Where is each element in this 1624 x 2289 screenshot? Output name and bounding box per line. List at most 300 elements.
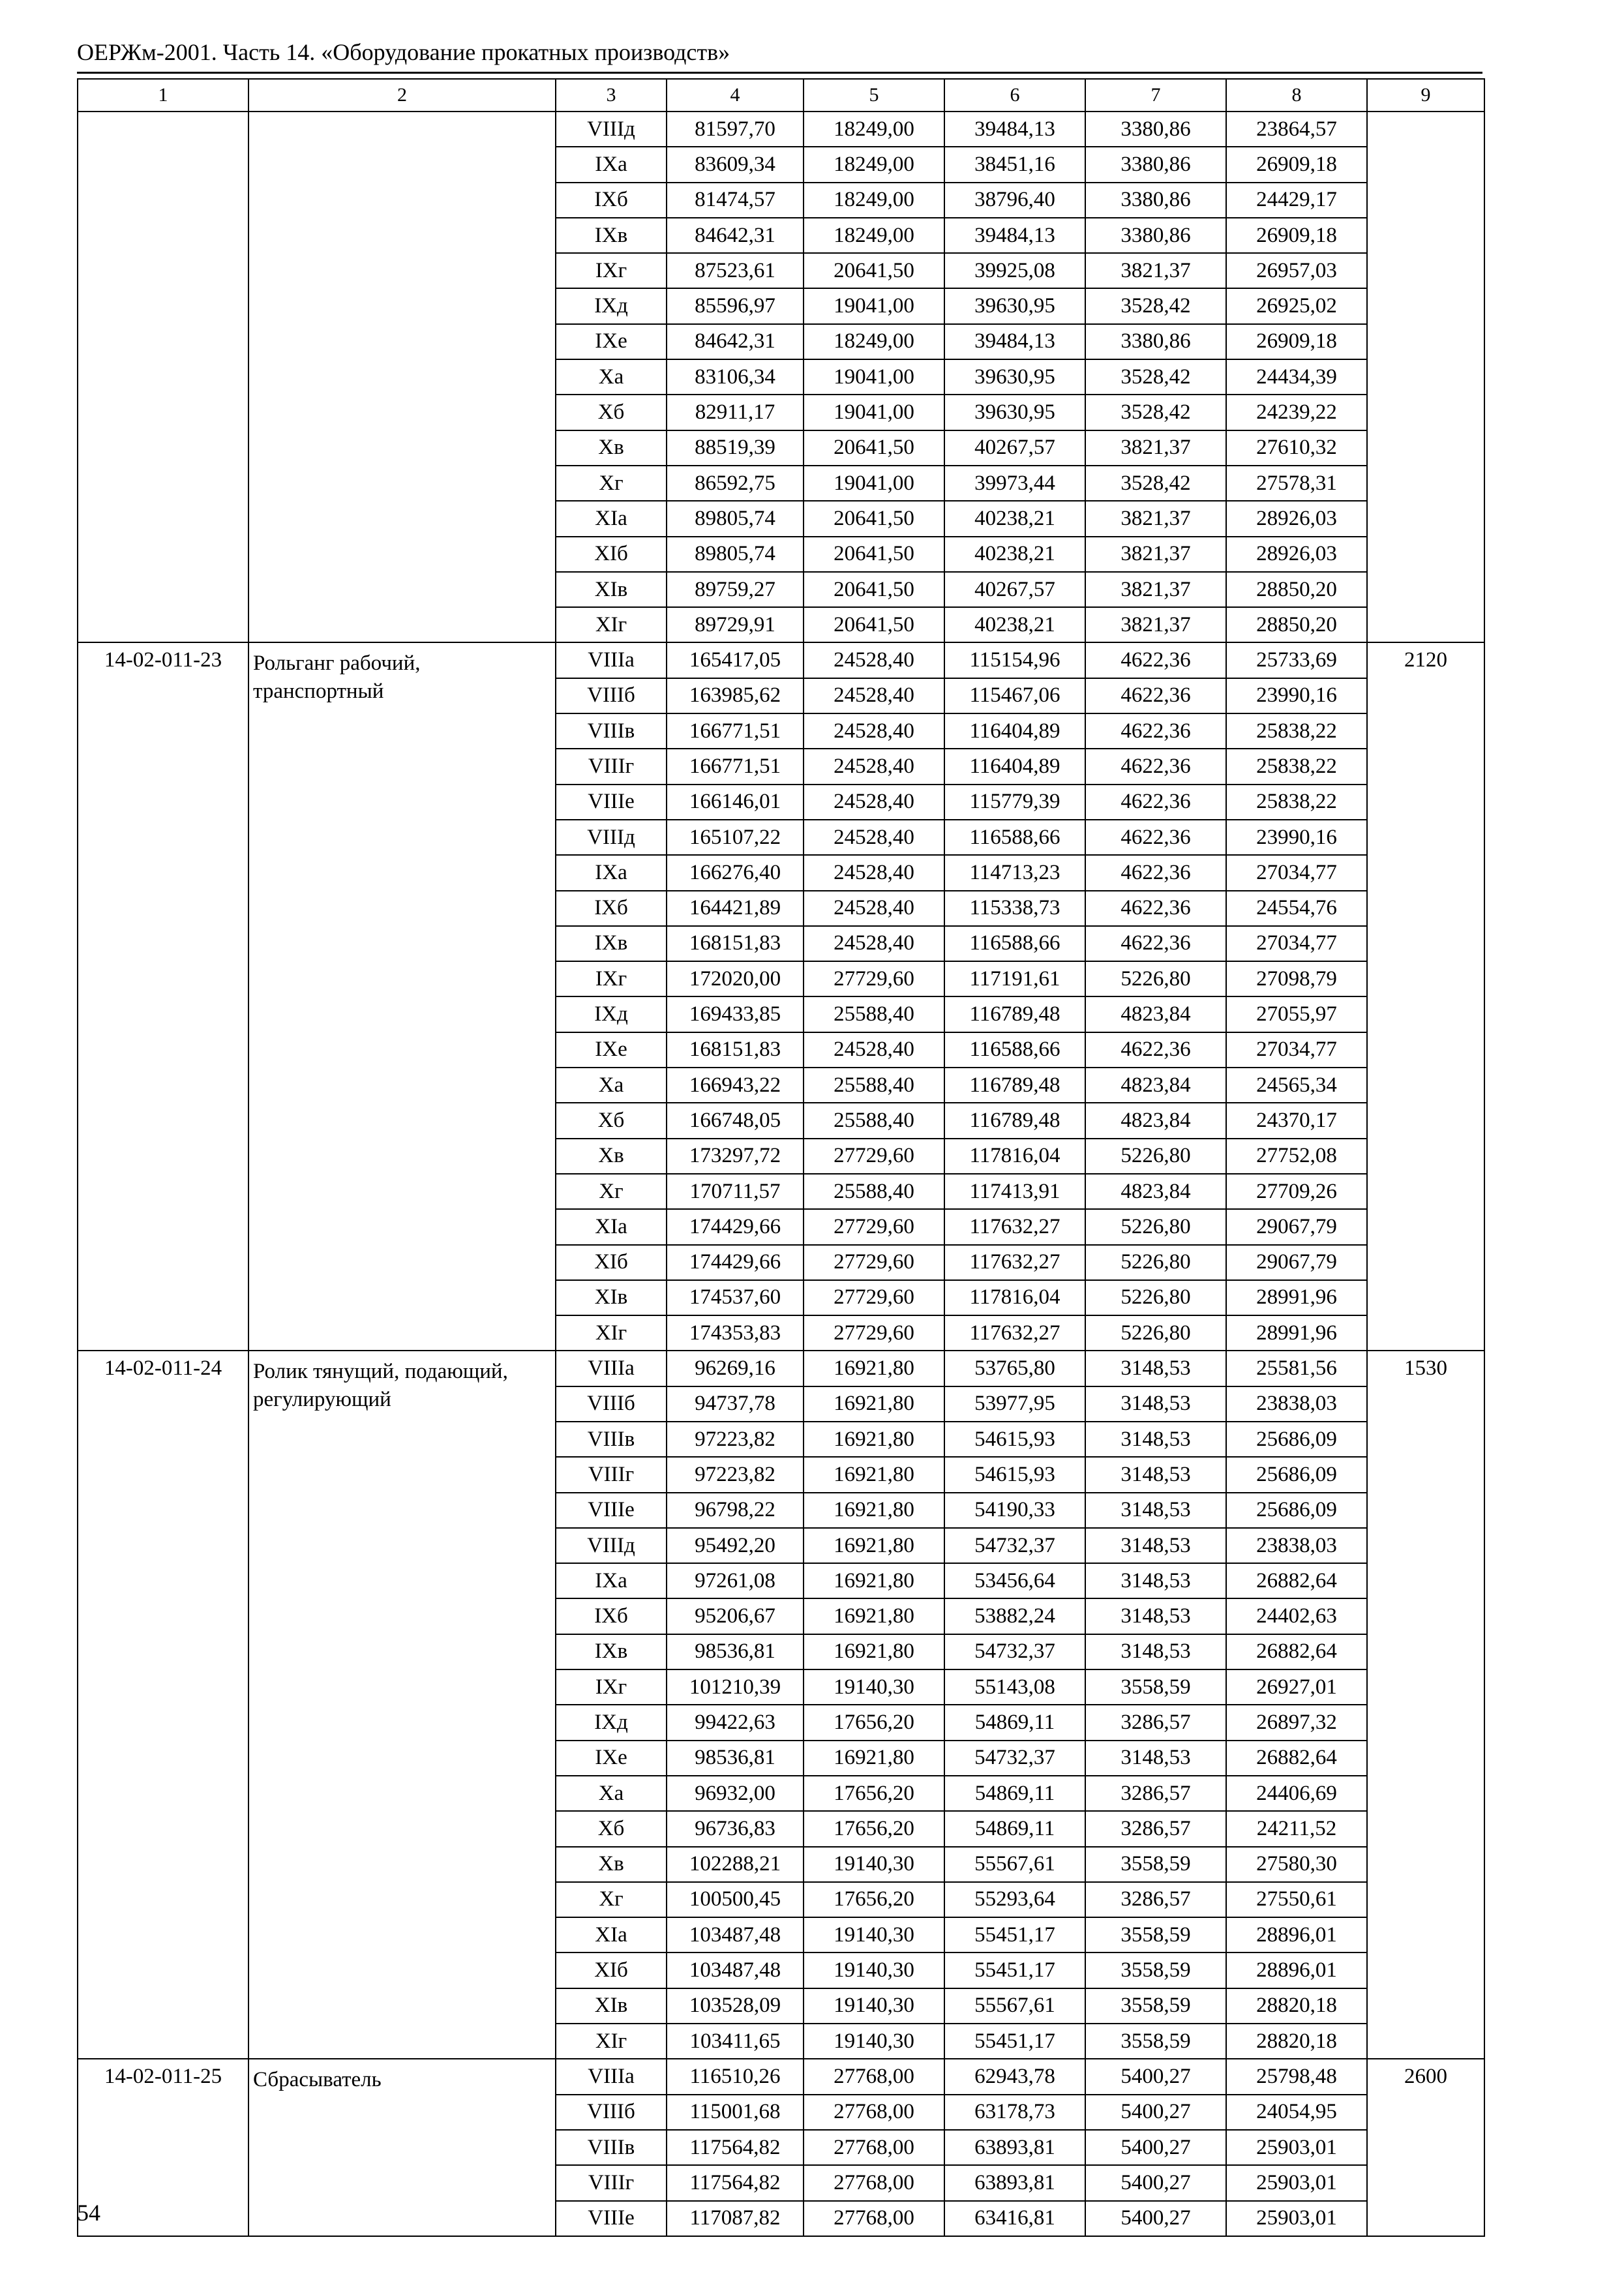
total-cost-cell: 165107,22 [667, 820, 804, 855]
zone-cell: VIIIг [556, 749, 667, 784]
operator-wages-cell: 3821,37 [1085, 607, 1226, 642]
total-cost-cell: 81597,70 [667, 112, 804, 147]
total-cost-cell: 163985,62 [667, 678, 804, 713]
item-code-cell: 14-02-011-25 [78, 2059, 248, 2236]
total-cost-cell: 169433,85 [667, 996, 804, 1032]
operator-wages-cell: 4622,36 [1085, 891, 1226, 926]
zone-cell: VIIIв [556, 2130, 667, 2165]
operator-wages-cell: 3148,53 [1085, 1634, 1226, 1669]
materials-cell: 28991,96 [1226, 1280, 1367, 1315]
machine-cost-cell: 55451,17 [944, 1952, 1085, 1988]
machine-cost-cell: 54615,93 [944, 1457, 1085, 1492]
wages-cell: 19140,30 [804, 2024, 944, 2059]
zone-cell: XIг [556, 1315, 667, 1351]
operator-wages-cell: 3528,42 [1085, 359, 1226, 395]
materials-cell: 28820,18 [1226, 1988, 1367, 2024]
machine-cost-cell: 55293,64 [944, 1882, 1085, 1917]
total-cost-cell: 166943,22 [667, 1068, 804, 1103]
machine-cost-cell: 116588,66 [944, 926, 1085, 961]
machine-cost-cell: 54869,11 [944, 1776, 1085, 1811]
total-cost-cell: 166276,40 [667, 855, 804, 890]
total-cost-cell: 89805,74 [667, 537, 804, 572]
zone-cell: Xб [556, 395, 667, 430]
wages-cell: 27768,00 [804, 2130, 944, 2165]
materials-cell: 24370,17 [1226, 1103, 1367, 1138]
zone-cell: XIа [556, 1209, 667, 1244]
total-cost-cell: 103487,48 [667, 1917, 804, 1952]
zone-cell: Xг [556, 1174, 667, 1209]
wages-cell: 17656,20 [804, 1811, 944, 1846]
operator-wages-cell: 3558,59 [1085, 1669, 1226, 1705]
total-cost-cell: 174353,83 [667, 1315, 804, 1351]
machine-cost-cell: 53765,80 [944, 1351, 1085, 1386]
materials-cell: 27709,26 [1226, 1174, 1367, 1209]
operator-wages-cell: 4622,36 [1085, 713, 1226, 749]
operator-wages-cell: 4622,36 [1085, 926, 1226, 961]
operator-wages-cell: 3286,57 [1085, 1776, 1226, 1811]
wages-cell: 25588,40 [804, 1174, 944, 1209]
zone-cell: XIб [556, 537, 667, 572]
zone-cell: VIIIа [556, 642, 667, 678]
total-cost-cell: 172020,00 [667, 961, 804, 996]
materials-cell: 25903,01 [1226, 2201, 1367, 2236]
item-name-cell: Ролик тянущий, подающий, регулирующий [248, 1351, 556, 2059]
operator-wages-cell: 5400,27 [1085, 2130, 1226, 2165]
zone-cell: Xб [556, 1811, 667, 1846]
operator-wages-cell: 4823,84 [1085, 1068, 1226, 1103]
total-cost-cell: 164421,89 [667, 891, 804, 926]
total-cost-cell: 96269,16 [667, 1351, 804, 1386]
item-total-cell: 1530 [1367, 1351, 1484, 2059]
operator-wages-cell: 3148,53 [1085, 1528, 1226, 1563]
total-cost-cell: 102288,21 [667, 1847, 804, 1882]
materials-cell: 26909,18 [1226, 324, 1367, 359]
zone-cell: Xа [556, 1776, 667, 1811]
total-cost-cell: 117087,82 [667, 2201, 804, 2236]
column-number: 6 [944, 79, 1085, 112]
total-cost-cell: 115001,68 [667, 2095, 804, 2130]
machine-cost-cell: 40267,57 [944, 430, 1085, 466]
machine-cost-cell: 40238,21 [944, 607, 1085, 642]
rates-table-body [78, 79, 1484, 2236]
zone-cell: Xв [556, 1139, 667, 1174]
total-cost-cell: 170711,57 [667, 1174, 804, 1209]
zone-cell: VIIIе [556, 1493, 667, 1528]
item-total-cell: 2600 [1367, 2059, 1484, 2236]
wages-cell: 27729,60 [804, 961, 944, 996]
machine-cost-cell: 63893,81 [944, 2130, 1085, 2165]
operator-wages-cell: 5400,27 [1085, 2201, 1226, 2236]
total-cost-cell: 87523,61 [667, 253, 804, 288]
machine-cost-cell: 62943,78 [944, 2059, 1085, 2094]
materials-cell: 28820,18 [1226, 2024, 1367, 2059]
materials-cell: 24565,34 [1226, 1068, 1367, 1103]
zone-cell: IXа [556, 1563, 667, 1598]
item-code-cell: 14-02-011-24 [78, 1351, 248, 2059]
total-cost-cell: 166771,51 [667, 713, 804, 749]
machine-cost-cell: 117632,27 [944, 1315, 1085, 1351]
machine-cost-cell: 39630,95 [944, 359, 1085, 395]
operator-wages-cell: 3380,86 [1085, 147, 1226, 182]
operator-wages-cell: 3558,59 [1085, 1988, 1226, 2024]
wages-cell: 19041,00 [804, 359, 944, 395]
operator-wages-cell: 4622,36 [1085, 642, 1226, 678]
wages-cell: 27768,00 [804, 2165, 944, 2200]
zone-cell: IXб [556, 183, 667, 218]
zone-cell: VIIIб [556, 2095, 667, 2130]
wages-cell: 24528,40 [804, 1032, 944, 1068]
operator-wages-cell: 3558,59 [1085, 2024, 1226, 2059]
materials-cell: 24402,63 [1226, 1598, 1367, 1634]
total-cost-cell: 173297,72 [667, 1139, 804, 1174]
materials-cell: 26897,32 [1226, 1705, 1367, 1740]
machine-cost-cell: 53456,64 [944, 1563, 1085, 1598]
materials-cell: 25903,01 [1226, 2130, 1367, 2165]
machine-cost-cell: 117191,61 [944, 961, 1085, 996]
machine-cost-cell: 54615,93 [944, 1422, 1085, 1457]
zone-cell: IXб [556, 891, 667, 926]
materials-cell: 24554,76 [1226, 891, 1367, 926]
total-cost-cell: 89759,27 [667, 572, 804, 607]
zone-cell: Xа [556, 359, 667, 395]
total-cost-cell: 165417,05 [667, 642, 804, 678]
materials-cell: 26909,18 [1226, 218, 1367, 253]
operator-wages-cell: 4823,84 [1085, 1174, 1226, 1209]
total-cost-cell: 83609,34 [667, 147, 804, 182]
total-cost-cell: 166771,51 [667, 749, 804, 784]
machine-cost-cell: 54190,33 [944, 1493, 1085, 1528]
total-cost-cell: 84642,31 [667, 324, 804, 359]
zone-cell: IXд [556, 996, 667, 1032]
machine-cost-cell: 116588,66 [944, 820, 1085, 855]
operator-wages-cell: 3558,59 [1085, 1952, 1226, 1988]
zone-cell: IXе [556, 324, 667, 359]
machine-cost-cell: 117816,04 [944, 1139, 1085, 1174]
machine-cost-cell: 39630,95 [944, 395, 1085, 430]
materials-cell: 27055,97 [1226, 996, 1367, 1032]
wages-cell: 16921,80 [804, 1563, 944, 1598]
table-row [78, 642, 1484, 678]
machine-cost-cell: 54732,37 [944, 1634, 1085, 1669]
machine-cost-cell: 55451,17 [944, 1917, 1085, 1952]
operator-wages-cell: 3148,53 [1085, 1563, 1226, 1598]
column-number: 1 [78, 79, 248, 112]
total-cost-cell: 166748,05 [667, 1103, 804, 1138]
materials-cell: 28991,96 [1226, 1315, 1367, 1351]
header-rule [77, 72, 1482, 74]
materials-cell: 26957,03 [1226, 253, 1367, 288]
materials-cell: 24434,39 [1226, 359, 1367, 395]
wages-cell: 20641,50 [804, 572, 944, 607]
operator-wages-cell: 3821,37 [1085, 430, 1226, 466]
wages-cell: 19041,00 [804, 288, 944, 323]
total-cost-cell: 98536,81 [667, 1634, 804, 1669]
zone-cell: IXа [556, 147, 667, 182]
materials-cell: 24429,17 [1226, 183, 1367, 218]
total-cost-cell: 96798,22 [667, 1493, 804, 1528]
machine-cost-cell: 53977,95 [944, 1386, 1085, 1422]
materials-cell: 27578,31 [1226, 466, 1367, 501]
zone-cell: IXе [556, 1741, 667, 1776]
operator-wages-cell: 3286,57 [1085, 1882, 1226, 1917]
zone-cell: XIб [556, 1952, 667, 1988]
zone-cell: Xв [556, 430, 667, 466]
materials-cell: 26882,64 [1226, 1563, 1367, 1598]
operator-wages-cell: 3558,59 [1085, 1917, 1226, 1952]
operator-wages-cell: 5400,27 [1085, 2095, 1226, 2130]
column-number: 7 [1085, 79, 1226, 112]
operator-wages-cell: 5226,80 [1085, 961, 1226, 996]
materials-cell: 25581,56 [1226, 1351, 1367, 1386]
materials-cell: 23990,16 [1226, 820, 1367, 855]
materials-cell: 24054,95 [1226, 2095, 1367, 2130]
machine-cost-cell: 55567,61 [944, 1988, 1085, 2024]
machine-cost-cell: 54869,11 [944, 1705, 1085, 1740]
table-row [78, 112, 1484, 147]
materials-cell: 25838,22 [1226, 785, 1367, 820]
wages-cell: 17656,20 [804, 1776, 944, 1811]
total-cost-cell: 117564,82 [667, 2165, 804, 2200]
wages-cell: 27729,60 [804, 1315, 944, 1351]
total-cost-cell: 97223,82 [667, 1457, 804, 1492]
total-cost-cell: 166146,01 [667, 785, 804, 820]
materials-cell: 27550,61 [1226, 1882, 1367, 1917]
operator-wages-cell: 3528,42 [1085, 395, 1226, 430]
wages-cell: 18249,00 [804, 218, 944, 253]
materials-cell: 26882,64 [1226, 1634, 1367, 1669]
materials-cell: 27752,08 [1226, 1139, 1367, 1174]
zone-cell: IXд [556, 1705, 667, 1740]
materials-cell: 23838,03 [1226, 1386, 1367, 1422]
zone-cell: Xг [556, 1882, 667, 1917]
wages-cell: 25588,40 [804, 996, 944, 1032]
total-cost-cell: 117564,82 [667, 2130, 804, 2165]
operator-wages-cell: 4823,84 [1085, 996, 1226, 1032]
total-cost-cell: 81474,57 [667, 183, 804, 218]
total-cost-cell: 97261,08 [667, 1563, 804, 1598]
zone-cell: IXб [556, 1598, 667, 1634]
materials-cell: 24239,22 [1226, 395, 1367, 430]
wages-cell: 20641,50 [804, 253, 944, 288]
total-cost-cell: 96932,00 [667, 1776, 804, 1811]
operator-wages-cell: 5226,80 [1085, 1245, 1226, 1280]
machine-cost-cell: 39630,95 [944, 288, 1085, 323]
zone-cell: VIIIг [556, 2165, 667, 2200]
machine-cost-cell: 115154,96 [944, 642, 1085, 678]
operator-wages-cell: 3148,53 [1085, 1741, 1226, 1776]
wages-cell: 27729,60 [804, 1245, 944, 1280]
column-number: 9 [1367, 79, 1484, 112]
total-cost-cell: 98536,81 [667, 1741, 804, 1776]
wages-cell: 18249,00 [804, 324, 944, 359]
machine-cost-cell: 116588,66 [944, 1032, 1085, 1068]
operator-wages-cell: 3558,59 [1085, 1847, 1226, 1882]
materials-cell: 24211,52 [1226, 1811, 1367, 1846]
item-total-cell: 2120 [1367, 642, 1484, 1351]
total-cost-cell: 174537,60 [667, 1280, 804, 1315]
zone-cell: VIIIг [556, 1457, 667, 1492]
wages-cell: 27768,00 [804, 2059, 944, 2094]
operator-wages-cell: 4622,36 [1085, 749, 1226, 784]
machine-cost-cell: 55143,08 [944, 1669, 1085, 1705]
materials-cell: 27034,77 [1226, 1032, 1367, 1068]
machine-cost-cell: 115779,39 [944, 785, 1085, 820]
zone-cell: VIIIд [556, 112, 667, 147]
zone-cell: VIIIе [556, 2201, 667, 2236]
total-cost-cell: 100500,45 [667, 1882, 804, 1917]
wages-cell: 24528,40 [804, 713, 944, 749]
machine-cost-cell: 39973,44 [944, 466, 1085, 501]
operator-wages-cell: 3528,42 [1085, 288, 1226, 323]
operator-wages-cell: 3380,86 [1085, 324, 1226, 359]
total-cost-cell: 95492,20 [667, 1528, 804, 1563]
machine-cost-cell: 63178,73 [944, 2095, 1085, 2130]
wages-cell: 24528,40 [804, 855, 944, 890]
wages-cell: 19140,30 [804, 1988, 944, 2024]
materials-cell: 23990,16 [1226, 678, 1367, 713]
wages-cell: 20641,50 [804, 430, 944, 466]
zone-cell: IXа [556, 855, 667, 890]
zone-cell: XIг [556, 607, 667, 642]
zone-cell: VIIIб [556, 1386, 667, 1422]
zone-cell: IXг [556, 253, 667, 288]
materials-cell: 23838,03 [1226, 1528, 1367, 1563]
operator-wages-cell: 4622,36 [1085, 855, 1226, 890]
total-cost-cell: 174429,66 [667, 1209, 804, 1244]
materials-cell: 27034,77 [1226, 855, 1367, 890]
zone-cell: VIIIв [556, 1422, 667, 1457]
operator-wages-cell: 4622,36 [1085, 785, 1226, 820]
total-cost-cell: 89805,74 [667, 501, 804, 536]
total-cost-cell: 116510,26 [667, 2059, 804, 2094]
materials-cell: 24406,69 [1226, 1776, 1367, 1811]
materials-cell: 28896,01 [1226, 1952, 1367, 1988]
machine-cost-cell: 38451,16 [944, 147, 1085, 182]
materials-cell: 27034,77 [1226, 926, 1367, 961]
machine-cost-cell: 54869,11 [944, 1811, 1085, 1846]
zone-cell: VIIIб [556, 678, 667, 713]
machine-cost-cell: 116404,89 [944, 749, 1085, 784]
total-cost-cell: 103411,65 [667, 2024, 804, 2059]
column-number: 3 [556, 79, 667, 112]
materials-cell: 28926,03 [1226, 537, 1367, 572]
total-cost-cell: 82911,17 [667, 395, 804, 430]
wages-cell: 20641,50 [804, 537, 944, 572]
operator-wages-cell: 3148,53 [1085, 1386, 1226, 1422]
operator-wages-cell: 3821,37 [1085, 572, 1226, 607]
operator-wages-cell: 4622,36 [1085, 678, 1226, 713]
machine-cost-cell: 55451,17 [944, 2024, 1085, 2059]
wages-cell: 19140,30 [804, 1847, 944, 1882]
machine-cost-cell: 39484,13 [944, 218, 1085, 253]
materials-cell: 25686,09 [1226, 1493, 1367, 1528]
wages-cell: 18249,00 [804, 183, 944, 218]
zone-cell: VIIIд [556, 1528, 667, 1563]
total-cost-cell: 84642,31 [667, 218, 804, 253]
total-cost-cell: 94737,78 [667, 1386, 804, 1422]
wages-cell: 19140,30 [804, 1952, 944, 1988]
zone-cell: IXг [556, 1669, 667, 1705]
operator-wages-cell: 4823,84 [1085, 1103, 1226, 1138]
wages-cell: 17656,20 [804, 1705, 944, 1740]
materials-cell: 25838,22 [1226, 713, 1367, 749]
operator-wages-cell: 3380,86 [1085, 218, 1226, 253]
wages-cell: 16921,80 [804, 1741, 944, 1776]
machine-cost-cell: 116789,48 [944, 1103, 1085, 1138]
machine-cost-cell: 54732,37 [944, 1741, 1085, 1776]
machine-cost-cell: 55567,61 [944, 1847, 1085, 1882]
materials-cell: 25733,69 [1226, 642, 1367, 678]
operator-wages-cell: 3821,37 [1085, 501, 1226, 536]
total-cost-cell: 85596,97 [667, 288, 804, 323]
operator-wages-cell: 3821,37 [1085, 253, 1226, 288]
zone-cell: XIа [556, 1917, 667, 1952]
materials-cell: 25798,48 [1226, 2059, 1367, 2094]
item-code-cell: 14-02-011-23 [78, 642, 248, 1351]
zone-cell: XIв [556, 1988, 667, 2024]
machine-cost-cell: 117413,91 [944, 1174, 1085, 1209]
zone-cell: IXд [556, 288, 667, 323]
total-cost-cell: 174429,66 [667, 1245, 804, 1280]
wages-cell: 20641,50 [804, 501, 944, 536]
wages-cell: 16921,80 [804, 1493, 944, 1528]
wages-cell: 19041,00 [804, 395, 944, 430]
wages-cell: 19140,30 [804, 1917, 944, 1952]
materials-cell: 28850,20 [1226, 607, 1367, 642]
operator-wages-cell: 5226,80 [1085, 1280, 1226, 1315]
zone-cell: Xб [556, 1103, 667, 1138]
operator-wages-cell: 3380,86 [1085, 112, 1226, 147]
operator-wages-cell: 3286,57 [1085, 1811, 1226, 1846]
materials-cell: 25686,09 [1226, 1457, 1367, 1492]
operator-wages-cell: 5400,27 [1085, 2165, 1226, 2200]
wages-cell: 27729,60 [804, 1280, 944, 1315]
materials-cell: 27098,79 [1226, 961, 1367, 996]
machine-cost-cell: 40238,21 [944, 537, 1085, 572]
item-name-cell [248, 112, 556, 642]
page-number: 54 [77, 2200, 100, 2226]
machine-cost-cell: 54732,37 [944, 1528, 1085, 1563]
machine-cost-cell: 115338,73 [944, 891, 1085, 926]
table-row [78, 1351, 1484, 1386]
machine-cost-cell: 39484,13 [944, 112, 1085, 147]
operator-wages-cell: 3148,53 [1085, 1598, 1226, 1634]
total-cost-cell: 97223,82 [667, 1422, 804, 1457]
materials-cell: 28850,20 [1226, 572, 1367, 607]
operator-wages-cell: 3148,53 [1085, 1457, 1226, 1492]
item-name-cell: Рольганг рабочий, транспортный [248, 642, 556, 1351]
operator-wages-cell: 3286,57 [1085, 1705, 1226, 1740]
total-cost-cell: 103487,48 [667, 1952, 804, 1988]
total-cost-cell: 86592,75 [667, 466, 804, 501]
total-cost-cell: 168151,83 [667, 926, 804, 961]
wages-cell: 27768,00 [804, 2095, 944, 2130]
total-cost-cell: 83106,34 [667, 359, 804, 395]
operator-wages-cell: 5226,80 [1085, 1209, 1226, 1244]
materials-cell: 23864,57 [1226, 112, 1367, 147]
operator-wages-cell: 3148,53 [1085, 1422, 1226, 1457]
wages-cell: 17656,20 [804, 1882, 944, 1917]
item-name-cell: Сбрасыватель [248, 2059, 556, 2236]
total-cost-cell: 101210,39 [667, 1669, 804, 1705]
wages-cell: 16921,80 [804, 1598, 944, 1634]
zone-cell: IXв [556, 926, 667, 961]
materials-cell: 29067,79 [1226, 1209, 1367, 1244]
wages-cell: 27729,60 [804, 1209, 944, 1244]
wages-cell: 24528,40 [804, 749, 944, 784]
wages-cell: 27768,00 [804, 2201, 944, 2236]
zone-cell: IXв [556, 1634, 667, 1669]
